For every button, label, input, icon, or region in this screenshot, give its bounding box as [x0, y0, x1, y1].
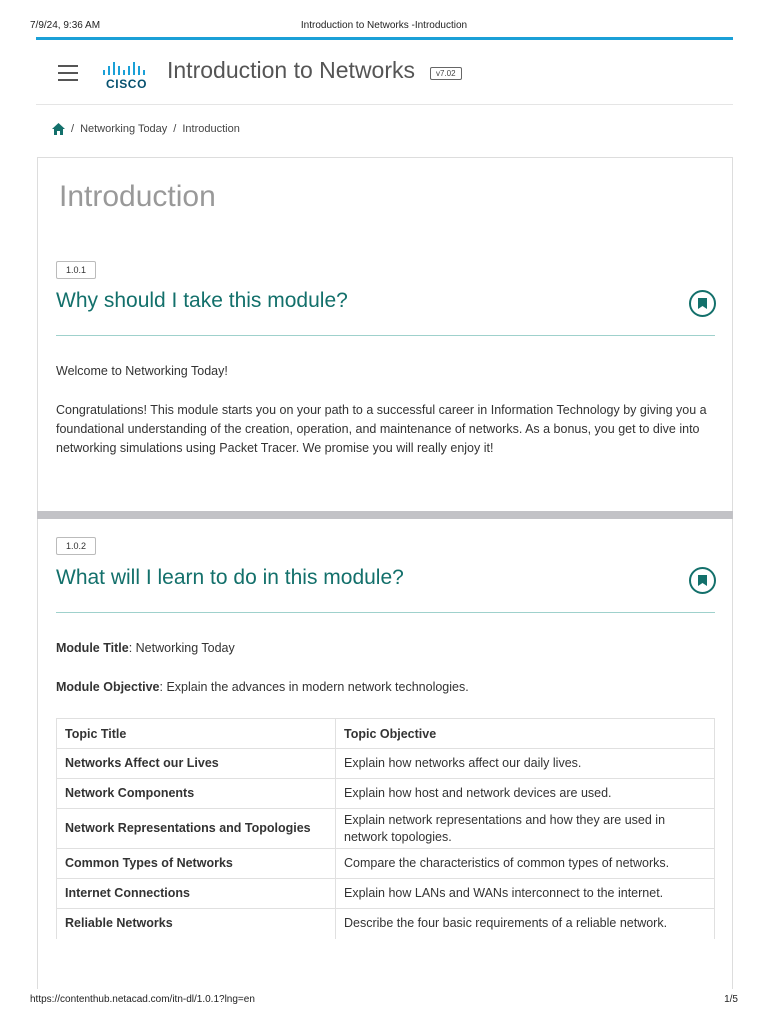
section-card-1-0-1: [37, 157, 733, 512]
intro-paragraph: Congratulations! This module starts you on your path to a successful career in Information Technology by giving you a foundational understanding of the creation, operation, and maintenance of networks. As a bonus, you get to dive into networking simulations using Packet Tracer. We promise you will really enjoy it!: [56, 403, 707, 455]
print-url: https://contenthub.netacad.com/itn-dl/1.0.1?lng=en: [30, 994, 255, 1005]
section-divider: [56, 335, 715, 336]
section-title: What will I learn to do in this module?: [56, 566, 404, 589]
section-number: 1.0.1: [56, 261, 96, 279]
topic-title-cell: Network Components: [57, 779, 336, 809]
table-row: [57, 779, 715, 809]
breadcrumb-item-introduction[interactable]: Introduction: [182, 123, 240, 135]
topics-table: [56, 718, 715, 939]
section-title: Why should I take this module?: [56, 289, 348, 312]
cisco-logo-text: CISCO: [106, 77, 148, 91]
topic-title-cell: Common Types of Networks: [57, 849, 336, 879]
page-title: Introduction: [59, 180, 216, 213]
topic-title-cell: Network Representations and Topologies: [57, 809, 336, 849]
topic-objective-cell: Explain how LANs and WANs interconnect to the internet.: [336, 879, 715, 909]
breadcrumb-separator: /: [173, 123, 177, 135]
breadcrumb-separator: /: [71, 123, 75, 135]
app-title: Introduction to Networks: [167, 57, 416, 83]
table-row: [57, 809, 715, 849]
topic-objective-cell: Compare the characteristics of common types of networks.: [336, 849, 715, 879]
print-title: Introduction to Networks -Introduction: [300, 20, 468, 31]
module-title-value: : Networking Today: [128, 641, 235, 655]
topic-objective-cell: Explain network representations and how they are used in network topologies.: [336, 809, 715, 849]
menu-icon[interactable]: [58, 65, 78, 81]
table-row: [57, 909, 715, 939]
section-number: 1.0.2: [56, 537, 96, 555]
module-objective-value: : Explain the advances in modern network technologies.: [159, 680, 469, 694]
topic-title-cell: Reliable Networks: [57, 909, 336, 939]
section-separator-bar: [37, 511, 733, 519]
print-header: [0, 0, 768, 38]
module-objective-label: Module Objective: [56, 680, 160, 694]
breadcrumb: [52, 123, 240, 135]
page-number: 1/5: [724, 994, 738, 1005]
module-title: [56, 639, 716, 658]
version-badge: v7.02: [430, 67, 462, 80]
module-objective: [56, 678, 716, 697]
section-divider: [56, 612, 715, 613]
table-row: [57, 849, 715, 879]
topic-objective-cell: Explain how networks affect our daily lives.: [336, 749, 715, 779]
bookmark-icon: [698, 298, 707, 309]
topic-objective-cell: Explain how host and network devices are used.: [336, 779, 715, 809]
bookmark-button[interactable]: [689, 290, 716, 317]
breadcrumb-item-networking-today[interactable]: Networking Today: [80, 123, 168, 135]
table-row: [57, 879, 715, 909]
module-title-label: Module Title: [56, 641, 129, 655]
topic-title-cell: Networks Affect our Lives: [57, 749, 336, 779]
section-card-1-0-2: [37, 519, 733, 989]
bookmark-icon: [698, 575, 707, 586]
topic-title-cell: Internet Connections: [57, 879, 336, 909]
top-navigation-bar: [36, 37, 733, 105]
print-date: 7/9/24, 9:36 AM: [30, 20, 101, 31]
column-header-topic-objective: Topic Objective: [336, 719, 715, 749]
bookmark-button[interactable]: [689, 567, 716, 594]
home-icon[interactable]: [52, 123, 65, 135]
table-header-row: [57, 719, 715, 749]
welcome-text: Welcome to Networking Today!: [56, 364, 228, 378]
topic-objective-cell: Describe the four basic requirements of a reliable network.: [344, 916, 668, 931]
column-header-topic-title: Topic Title: [57, 719, 336, 749]
table-row: [57, 749, 715, 779]
